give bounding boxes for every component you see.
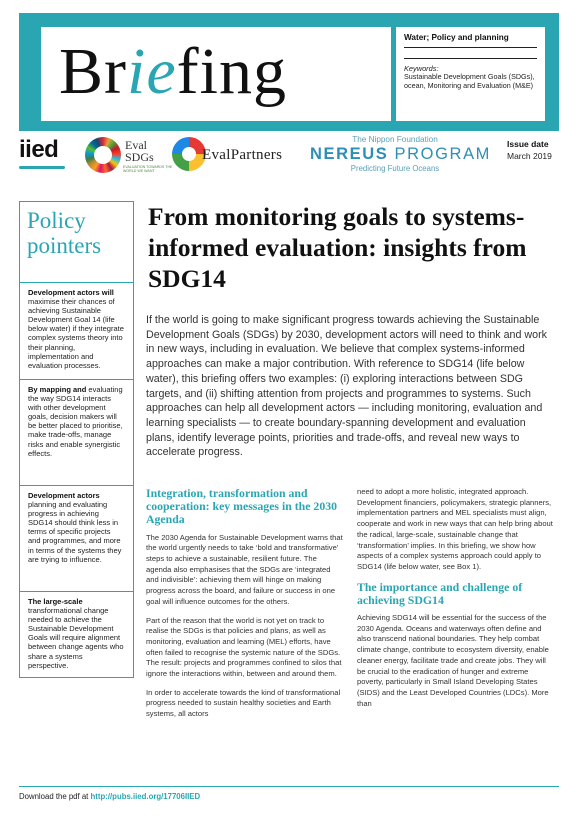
nereus-tagline: Predicting Future Oceans (350, 164, 440, 173)
keywords-text: Sustainable Development Goals (SDGs), ocean, Monitoring and Evaluation (M&E) (404, 72, 535, 90)
body-paragraph: Achieving SDG14 will be essential for the success of the 2030 Agenda. Oceans and waterways often define and also transcend national boundaries. They help combat climate change, contribute to ecosystem diversity, enable cleaner energy, facilitate trade and create jobs. They will be crucial to the eradication of hunger and extreme poverty, particularly in Small Island Developing States (SIDS) and the Least Developed Countries (LDCs). More than (357, 613, 549, 708)
evalsdgs-tagline: EVALUATION TOWARDS THE WORLD WE WANT (123, 165, 173, 173)
article-intro: If the world is going to make significant progress towards achieving the Sustainable Development Goals (SDGs) by 2030, development actors will need to think and work in new ways, including in evaluation. We believe that complex systems-informed approaches can make a major contribution. With reference to SDG14 (life below water), this briefing offers two examples: (i) exploring interactions between SDG targets, and (ii) shifting attention from projects and programmes to systems. Such approaches can help all development actors — including monitoring, evaluation and learning specialists — to create boundary-spanning development and evaluation plans, identify leverage points, priorities and trade-offs, and reveal new ways to accelerate progress. (146, 314, 547, 459)
policy-pointer: Development actors planning and evaluating progress in achieving SDG14 should think less in terms of specific projects and programmes, and more in terms of the systems they are trying to influence. (19, 486, 134, 592)
policy-pointers-title-box (19, 201, 134, 283)
footer-text: Download the pdf at (19, 792, 91, 801)
keywords-label: Keywords: (404, 58, 537, 73)
body-paragraph: need to adopt a more holistic, integrated approach. Development financiers, policymakers, strategic planners, implementation partners and MEL specialists must align, cooperate and work in new ways that can help bring about the radical, large-scale, sustainable change that ‘transformation’ implies. In this briefing, we show how aspects of a complex systems approach could apply to SDG14 (life below water, see Box 1). (357, 487, 553, 571)
issue-date-value: March 2019 (507, 151, 552, 161)
policy-pointer: The large-scale transformational change needed to achieve the Sustainable Development Goals will require alignment between change agents who share a systems perspective. (19, 592, 134, 678)
body-paragraph: Part of the reason that the world is not yet on track to realise the SDGs is that policies and plans, as well as monitoring, evaluation and learning (MEL) efforts, have often failed to recognise the systemic nature of the SDGs. The result: projects and programmes confined to silos that ignore the interactions within, between and around them. (146, 615, 342, 679)
evalpartners-flower-center (182, 147, 196, 161)
footer (19, 786, 559, 801)
nereus-logo (310, 135, 492, 181)
section-heading: Integration, transformation and cooperation: key messages in the 2030 Agenda (146, 486, 338, 527)
briefing-title: Briefing (59, 35, 287, 108)
policy-pointers-sidebar (19, 201, 134, 678)
iied-logo: iied (19, 136, 59, 163)
policy-pointers-title: Policy pointers (27, 208, 102, 258)
evalsdgs-wordmark: Eval SDGs (125, 138, 154, 164)
policy-pointer: Development actors will maximise their chances of achieving Sustainable Development Goal 14 (life below water) if they integrate complex systems theory into their planning, implementation and evaluation processes. (19, 283, 134, 380)
evalpartners-wordmark: EvalPartners (202, 147, 283, 163)
issue-date-block (507, 139, 552, 161)
iied-logo-underline (19, 166, 65, 169)
section-heading: The importance and challenge of achieving SDG14 (357, 579, 523, 607)
logo-row (19, 133, 559, 183)
article-column-right (357, 487, 554, 717)
article-headline: From monitoring goals to systems-informed evaluation: insights from SDG14 (148, 202, 527, 293)
pdf-download-link[interactable]: http://pubs.iied.org/17706IIED (90, 792, 201, 801)
article-column-left (146, 487, 343, 728)
body-paragraph: The 2030 Agenda for Sustainable Development warns that the world urgently needs to take ‘bold and transformative’ steps to achieve a sustainable, resilient future. The agenda also emphasises that the SDGs are ‘integrated and indivisible’: achieving them will hinge on making progress across the board, and failure or success in one goal will influence outcomes for the others. (146, 532, 343, 606)
policy-pointer: By mapping and evaluating the way SDG14 interacts with other development goals, decision makers will be better placed to prioritise, make trade-offs, manage risks and enable synergistic effects. (19, 380, 134, 486)
body-paragraph: In order to accelerate towards the kind of transformational progress needed to sustain healthy societies and Earth systems, all actors (146, 687, 341, 719)
evalpartners-logo (172, 133, 302, 179)
category-label: Water; Policy and planning (404, 33, 537, 48)
issue-date-label: Issue date (507, 139, 549, 149)
evalsdgs-logo (85, 133, 175, 179)
nereus-foundation-text: The Nippon Foundation (352, 135, 438, 144)
briefing-title-box (41, 27, 391, 121)
nereus-wordmark: NEREUS PROGRAM (310, 145, 492, 163)
meta-box (396, 27, 545, 121)
sdg-ring-center (94, 146, 112, 164)
